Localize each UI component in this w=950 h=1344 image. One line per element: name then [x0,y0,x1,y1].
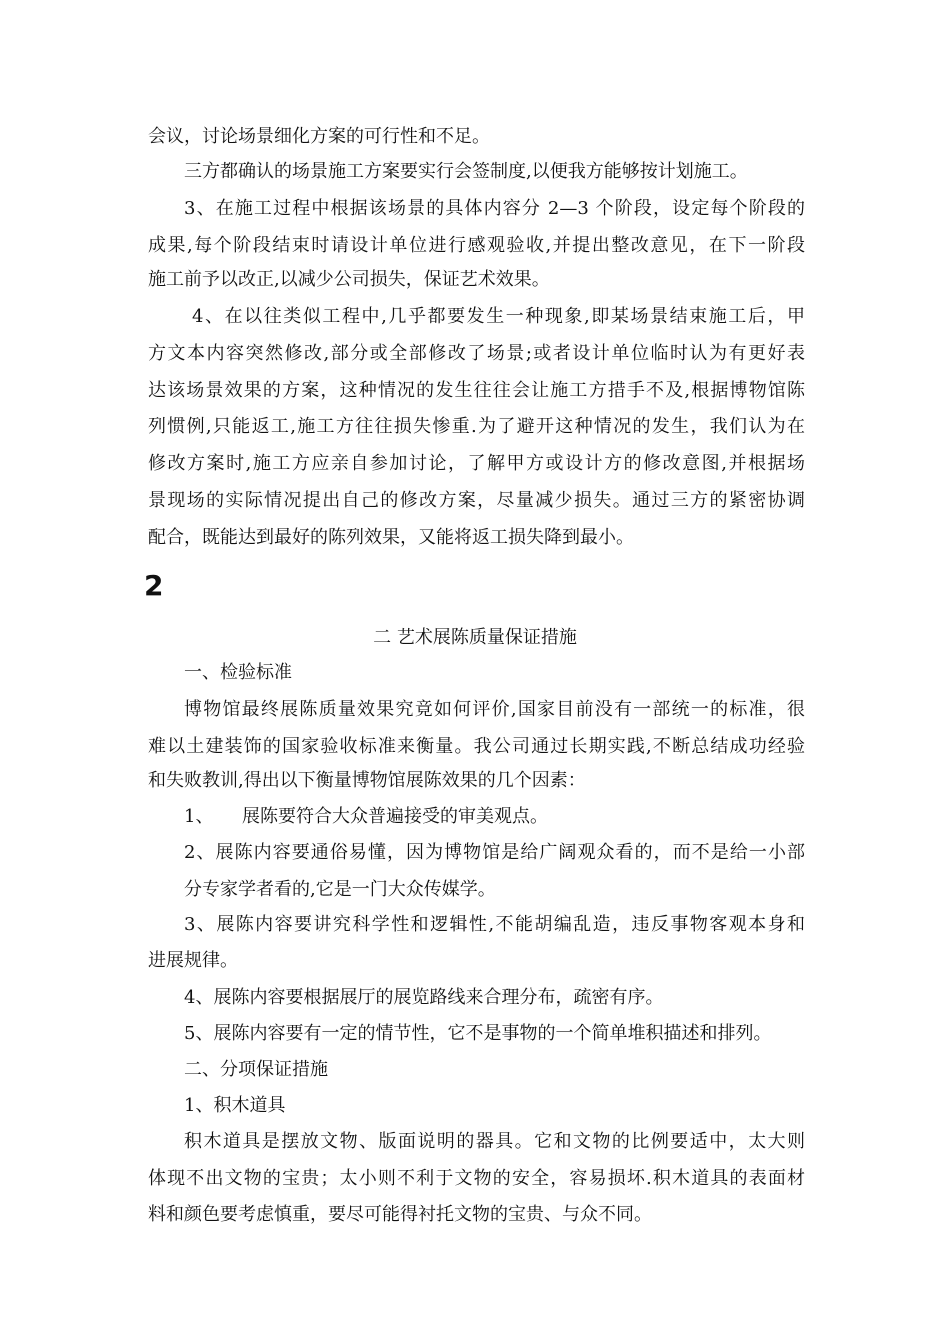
paragraph-line: 达该场景效果的方案，这种情况的发生往往会让施工方措手不及,根据博物馆陈 [148,380,805,401]
paragraph-line: 修改方案时,施工方应亲自参加讨论，了解甲方或设计方的修改意图,并根据场 [148,453,805,474]
paragraph-line: 料和颜色要考虑慎重，要尽可能得衬托文物的宝贵、与众不同。 [148,1204,652,1225]
paragraph-line: 方文本内容突然修改,部分或全部修改了场景;或者设计单位临时认为有更好表 [148,343,805,364]
section-title: 二 艺术展陈质量保证措施 [373,627,577,648]
paragraph-line: 配合，既能达到最好的陈列效果，又能将返工损失降到最小。 [148,527,634,548]
paragraph-line: 进展规律。 [148,950,238,971]
subsection-heading: 二、分项保证措施 [184,1059,328,1080]
list-item: 4、展陈内容要根据展厅的展览路线来合理分布，疏密有序。 [184,987,664,1008]
paragraph-line: 三方都确认的场景施工方案要实行会签制度,以便我方能够按计划施工。 [184,161,748,182]
paragraph-line: 体现不出文物的宝贵；太小则不利于文物的安全，容易损坏.积木道具的表面材 [148,1168,805,1189]
paragraph-line: 和失败教训,得出以下衡量博物馆展陈效果的几个因素： [148,770,586,791]
paragraph-line: 积木道具是摆放文物、版面说明的器具。它和文物的比例要适中，太大则 [184,1131,805,1152]
subsection-heading: 1、积木道具 [184,1095,286,1116]
paragraph-line: 成果,每个阶段结束时请设计单位进行感观验收,并提出整改意见，在下一阶段 [148,235,805,256]
list-item: 3、展陈内容要讲究科学性和逻辑性,不能胡编乱造，违反事物客观本身和 [184,914,805,935]
paragraph-line: 分专家学者看的,它是一门大众传媒学。 [184,879,496,900]
list-item: 5、展陈内容要有一定的情节性，它不是事物的一个简单堆积描述和排列。 [184,1023,772,1044]
paragraph-line: 列惯例,只能返工,施工方往往损失惨重.为了避开这种情况的发生，我们认为在 [148,416,805,437]
paragraph-line: 博物馆最终展陈质量效果究竟如何评价,国家目前没有一部统一的标准，很 [184,699,805,720]
paragraph-line: 景现场的实际情况提出自己的修改方案，尽量减少损失。通过三方的紧密协调 [148,490,805,511]
paragraph-line: 施工前予以改正,以减少公司损失，保证艺术效果。 [148,269,550,290]
paragraph-line: 4、在以往类似工程中,几乎都要发生一种现象,即某场景结束施工后，甲 [192,306,805,327]
list-item: 1、 展陈要符合大众普遍接受的审美观点。 [184,806,549,827]
subsection-heading: 一、检验标准 [184,662,292,683]
list-item: 2、展陈内容要通俗易懂，因为博物馆是给广阔观众看的，而不是给一小部 [184,842,805,863]
paragraph-line: 难以土建装饰的国家验收标准来衡量。我公司通过长期实践,不断总结成功经验 [148,736,805,757]
paragraph-line: 3、在施工过程中根据该场景的具体内容分 2—3 个阶段，设定每个阶段的 [184,198,805,219]
page-number: 2 [144,569,164,602]
paragraph-line: 会议，讨论场景细化方案的可行性和不足。 [148,126,490,147]
